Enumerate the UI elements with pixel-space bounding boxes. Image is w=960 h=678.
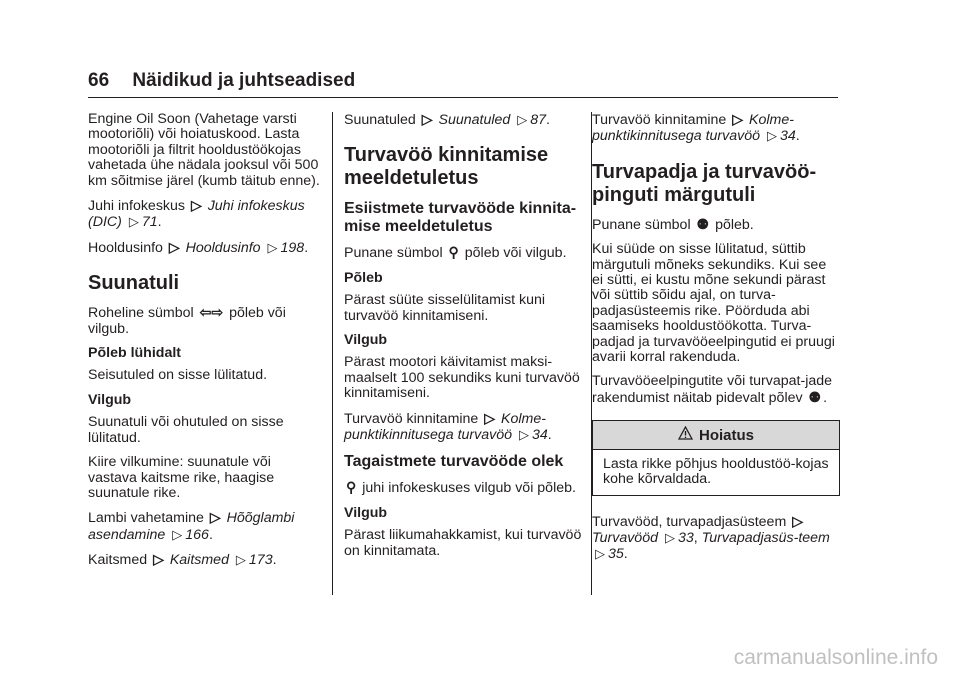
- airbag-fault-text: Kui süüde on sisse lülitatud, süttib märgutuli mõneks sekundiks. Kui see ei sütti, ei kustu mõne sekundi pärast või süttib sõidu ajal, on turva-padjasüsteemis rike. Pöörduda abi saamiseks hooldustöökotta. Turva-padjad ja turvavööeelpingutid ei pruugi avarii korral rakenduda.: [592, 241, 835, 366]
- subheading-rear-seatbelt: Tagaistmete turvavööde olek: [344, 453, 564, 471]
- arrow-icon: ▷: [209, 509, 221, 526]
- seatbelt-icon: ⚲: [448, 244, 459, 261]
- page-ref[interactable]: 173: [248, 552, 273, 569]
- warning-text: Lasta rikke põhjus hooldustöö-kojas kohe kõrvaldada.: [603, 455, 829, 488]
- page-ref[interactable]: 35: [608, 546, 624, 563]
- text-hazard: Suunatuli või ohutuled on sisse lülitatud.: [88, 414, 284, 446]
- reference-dic: Juhi infokeskus ▷ Juhi infokeskus (DIC) ▷ 71.: [88, 197, 305, 231]
- section-heading-turn-signal: Suunatuli: [88, 272, 180, 295]
- column-1: [88, 112, 320, 578]
- warning-title: Hoiatus: [698, 427, 754, 445]
- section-heading-seatbelt-reminder: Turvavöö kinnitamise meeldetuletus: [344, 144, 549, 190]
- page-ref[interactable]: 71: [141, 214, 158, 231]
- airbag-symbol-desc: Punane sümbol ⚉ põleb.: [592, 215, 754, 233]
- arrow-icon: ▷: [792, 512, 803, 529]
- page-ref-icon: ▷: [235, 552, 246, 568]
- link-bulb[interactable]: Hõõglambi asendamine: [88, 510, 295, 543]
- watermark: carmanualsonline.info: [733, 646, 938, 669]
- arrow-icon: ▷: [153, 551, 164, 568]
- subheading-front-seatbelt: Esiistmete turvavööde kinnita-mise meeldetuletus: [344, 200, 577, 236]
- page-title: Näidikud ja juhtseadised: [132, 70, 356, 91]
- label-flashes: Vilgub: [344, 332, 388, 349]
- page-ref-icon: ▷: [766, 128, 777, 144]
- page-ref[interactable]: 34: [779, 128, 796, 145]
- pretensioner-text: Turvavööeelpingutite või turvapat-jade rakendumist näitab pidevalt põlev ⚉ .: [592, 373, 833, 406]
- oil-intro-text: Engine Oil Soon (Vahetage varsti mootoriõli) või hoiatuskood. Lasta mootoriõli ja filtrit hooldustöökojas vahetada ühe nädala jooksul või 500 km sõitmise järel (kumb täitub enne).: [88, 111, 320, 189]
- link-dic[interactable]: Juhi infokeskus (DIC): [88, 198, 305, 231]
- label-flashes: Vilgub: [88, 391, 132, 408]
- arrow-icon: ▷: [168, 238, 180, 255]
- reference-turn-lights: Suunatuled ▷ Suunatuled ▷ 87.: [344, 111, 550, 128]
- link-turn-lights[interactable]: Suunatuled: [438, 112, 511, 128]
- page-ref[interactable]: 87: [530, 112, 547, 128]
- page-ref-icon: ▷: [517, 112, 528, 127]
- label-flashes: Vilgub: [344, 504, 388, 521]
- page-ref-icon: ▷: [518, 427, 529, 443]
- turn-signal-icon: ⇦⇨: [199, 304, 224, 321]
- link-three-point-belt[interactable]: Kolme-punktikinnitusega turvavöö: [344, 410, 546, 444]
- label-briefly-on: Põleb lühidalt: [88, 345, 182, 362]
- page-ref-icon: ▷: [128, 214, 139, 230]
- link-fuses[interactable]: Kaitsmed: [169, 552, 229, 569]
- page-ref-icon: ▷: [595, 546, 605, 562]
- seatbelt-icon: ⚲: [346, 479, 357, 496]
- warning-icon: [678, 426, 693, 443]
- text-after-start: Pärast mootori käivitamist maksi-maalselt 100 sekundiks kuni turvavöö kinnitamiseni.: [344, 354, 580, 402]
- section-heading-airbag: Turvapadja ja turvavöö-pinguti märgutuli: [592, 160, 817, 206]
- arrow-icon: ▷: [190, 197, 202, 214]
- reference-airbag-system: Turvavööd, turvapadjasüsteem ▷ Turvavööd ▷ 33, Turvapadjasüs-teem ▷ 35.: [592, 512, 830, 563]
- page-ref[interactable]: 166: [185, 526, 209, 543]
- airbag-icon: ⚉: [696, 215, 710, 232]
- arrow-icon: ▷: [484, 409, 496, 426]
- airbag-icon: ⚉: [808, 388, 822, 405]
- text-after-drive-off: Pärast liikumahakkamist, kui turvavöö on kinnitamata.: [344, 527, 582, 559]
- link-service[interactable]: Hooldusinfo: [185, 239, 261, 256]
- text-fast-flash: Kiire vilkumine: suunatule või vastava kaitsme rike, haagise suunatule rike.: [88, 454, 275, 501]
- column-2: [344, 112, 584, 568]
- page-ref[interactable]: 34: [531, 427, 548, 444]
- link-seatbelts[interactable]: Turvavööd: [592, 529, 658, 546]
- reference-service: Hooldusinfo ▷ Hooldusinfo ▷ 198.: [88, 238, 309, 256]
- text-after-ignition: Pärast süüte sisselülitamist kuni turvavöö kinnitamiseni.: [344, 292, 546, 324]
- link-three-point-belt[interactable]: Kolme-punktikinnitusega turvavöö: [592, 112, 794, 145]
- page-number: 66: [88, 70, 110, 91]
- reference-bulb: Lambi vahetamine ▷ Hõõglambi asendamine ▷ 166.: [88, 509, 295, 543]
- page-ref-icon: ▷: [664, 529, 675, 545]
- seatbelt-symbol-desc: Punane sümbol ⚲ põleb või vilgub.: [344, 244, 567, 262]
- arrow-icon: ▷: [732, 111, 744, 127]
- page-header: [88, 70, 355, 92]
- page-ref-icon: ▷: [267, 239, 278, 255]
- column-divider: [332, 112, 333, 595]
- page-ref-icon: ▷: [172, 526, 183, 542]
- rear-seatbelt-desc: ⚲ juhi infokeskuses vilgub või põleb.: [346, 479, 576, 497]
- reference-fuses: Kaitsmed ▷ Kaitsmed ▷ 173.: [88, 551, 277, 569]
- link-airbag-system[interactable]: Turvapadjasüs-teem: [701, 529, 830, 546]
- warning-box: [592, 420, 840, 495]
- label-on: Põleb: [344, 269, 383, 286]
- warning-header: [593, 421, 839, 449]
- reference-seatbelt: Turvavöö kinnitamine ▷ Kolme-punktikinnitusega turvavöö ▷ 34.: [344, 409, 552, 444]
- header-rule: [88, 97, 838, 98]
- page-ref[interactable]: 198: [280, 239, 305, 256]
- text-parking-lights: Seisutuled on sisse lülitatud.: [88, 367, 268, 384]
- turn-signal-desc: Roheline sümbol ⇦⇨ põleb või vilgub.: [88, 304, 286, 337]
- column-3: [592, 112, 840, 572]
- arrow-icon: ▷: [421, 111, 433, 127]
- reference-seatbelt-fastening: Turvavöö kinnitamine ▷ Kolme-punktikinnitusega turvavöö ▷ 34.: [592, 111, 800, 145]
- page-ref[interactable]: 33: [677, 529, 694, 546]
